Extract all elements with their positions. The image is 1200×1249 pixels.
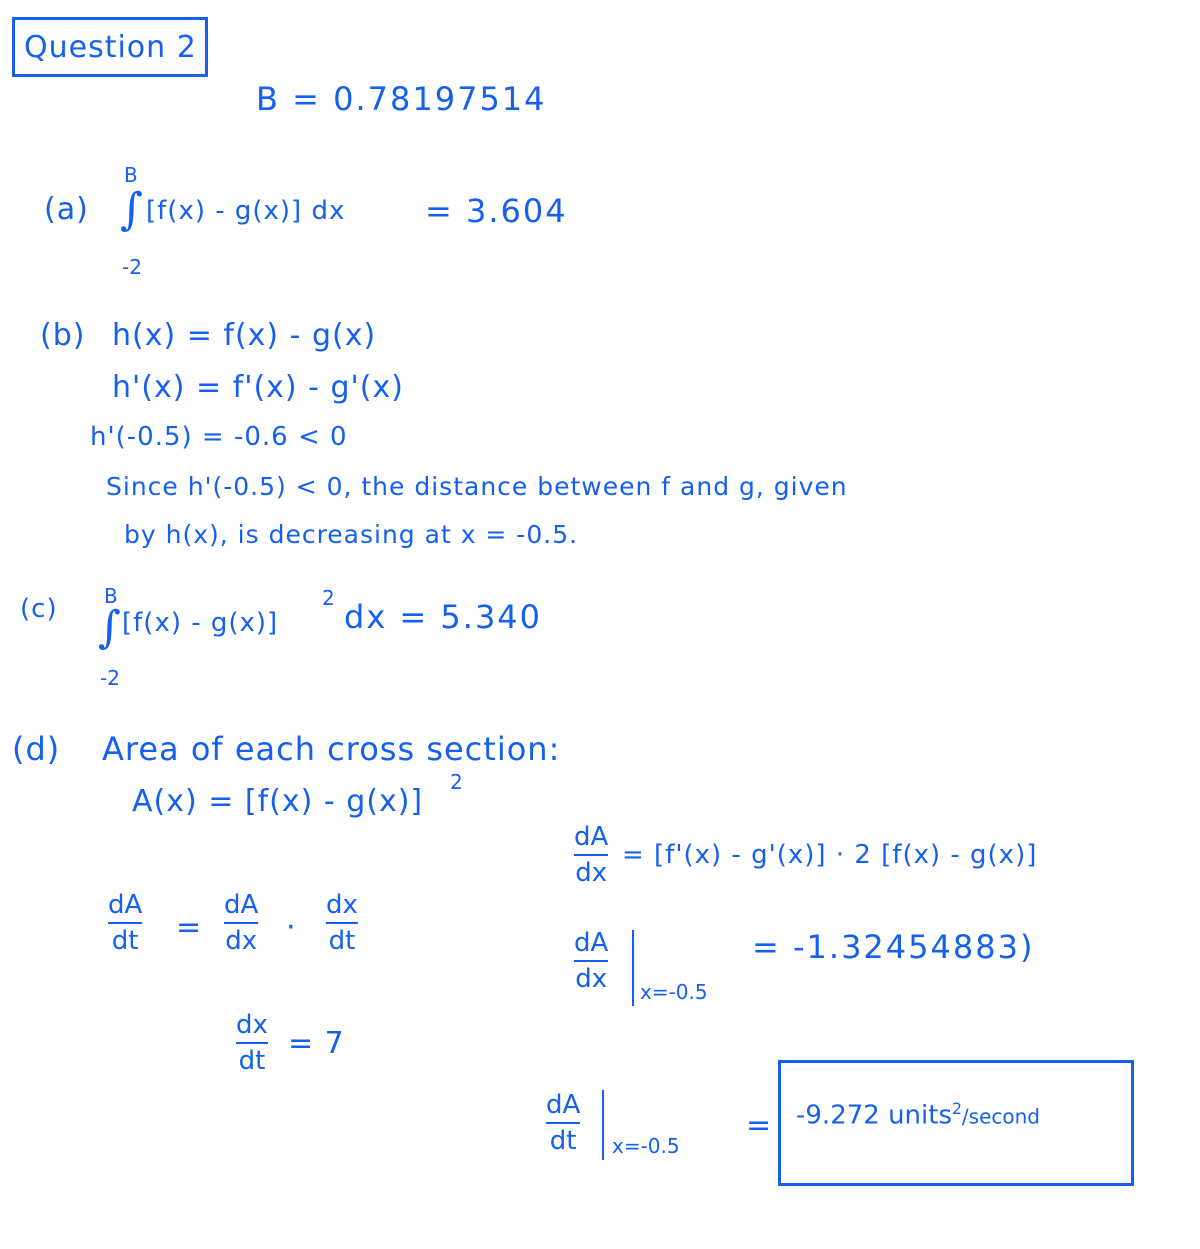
final-num: dA	[546, 1090, 581, 1120]
chain-f2-fraction	[326, 890, 358, 956]
eval-dadx-den: dx	[575, 964, 608, 994]
eval-dadx-value: = -1.32454883)	[752, 928, 1035, 966]
part-a-upper-limit: B	[124, 163, 138, 187]
fraction-bar	[236, 1042, 268, 1044]
chain-dot: ·	[286, 910, 297, 945]
chain-equals: =	[176, 910, 203, 945]
area-formula: A(x) = [f(x) - g(x)]	[132, 784, 424, 819]
part-a-integral-sign: ∫	[120, 184, 143, 235]
part-b-line3: h'(-0.5) = -0.6 < 0	[90, 422, 348, 452]
dxdt-den: dt	[238, 1046, 266, 1076]
chain-f1-den: dx	[225, 926, 258, 956]
part-c-label: (c)	[20, 594, 58, 624]
eval-dadx-fraction	[574, 928, 608, 994]
eval-dadx-sub: x=-0.5	[640, 980, 708, 1004]
final-eval-bar	[602, 1090, 604, 1160]
part-a-result: = 3.604	[425, 192, 568, 230]
derivative-den: dx	[575, 858, 608, 888]
chain-f1-num: dA	[224, 890, 259, 920]
part-b-line5: by h(x), is decreasing at x = -0.5.	[124, 520, 579, 549]
part-c-result: dx = 5.340	[344, 598, 543, 636]
part-b-line1: h(x) = f(x) - g(x)	[112, 318, 377, 353]
dxdt-value: = 7	[288, 1026, 345, 1061]
derivative-fraction	[574, 822, 608, 888]
chain-lhs-den: dt	[111, 926, 139, 956]
fraction-bar	[108, 922, 142, 924]
fraction-bar	[546, 1122, 580, 1124]
part-c-upper-limit: B	[104, 584, 118, 608]
eval-dadx-bar	[632, 930, 634, 1006]
derivative-num: dA	[574, 822, 609, 852]
derivative-expression: = [f'(x) - g'(x)] · 2 [f(x) - g(x)]	[622, 840, 1038, 870]
b-value: B = 0.78197514	[256, 80, 547, 118]
eval-dadx-num: dA	[574, 928, 609, 958]
dxdt-num: dx	[236, 1010, 268, 1040]
question-title: Question 2	[24, 30, 197, 65]
final-den: dt	[549, 1126, 577, 1156]
fraction-bar	[326, 922, 358, 924]
fraction-bar	[574, 854, 608, 856]
area-formula-exponent: 2	[450, 770, 463, 794]
final-fraction	[546, 1090, 580, 1156]
part-a-label: (a)	[44, 192, 89, 227]
chain-lhs-fraction	[108, 890, 142, 956]
chain-f1-fraction	[224, 890, 258, 956]
final-answer-exp: 2	[952, 1100, 962, 1118]
final-answer-value: -9.272 units	[796, 1100, 952, 1131]
part-c-integral-sign: ∫	[98, 602, 121, 653]
part-c-integrand: [f(x) - g(x)]	[122, 608, 279, 638]
part-a-lower-limit: -2	[122, 255, 142, 279]
final-answer-unit: /second	[961, 1104, 1040, 1129]
chain-f2-den: dt	[328, 926, 356, 956]
fraction-bar	[574, 960, 608, 962]
dxdt-fraction	[236, 1010, 268, 1076]
part-c-exponent: 2	[322, 586, 335, 610]
chain-lhs-num: dA	[108, 890, 143, 920]
final-answer	[796, 1100, 1040, 1131]
part-a-integrand: [f(x) - g(x)] dx	[146, 196, 346, 226]
final-sub: x=-0.5	[612, 1134, 680, 1158]
part-b-line4: Since h'(-0.5) < 0, the distance between f and g, given	[106, 472, 848, 501]
part-c-lower-limit: -2	[100, 666, 120, 690]
chain-f2-num: dx	[326, 890, 358, 920]
part-b-label: (b)	[40, 318, 86, 353]
part-d-heading: Area of each cross section:	[102, 730, 561, 768]
part-b-line2: h'(x) = f'(x) - g'(x)	[112, 370, 404, 405]
fraction-bar	[224, 922, 258, 924]
part-d-label: (d)	[12, 730, 61, 768]
final-equals: =	[746, 1108, 773, 1143]
